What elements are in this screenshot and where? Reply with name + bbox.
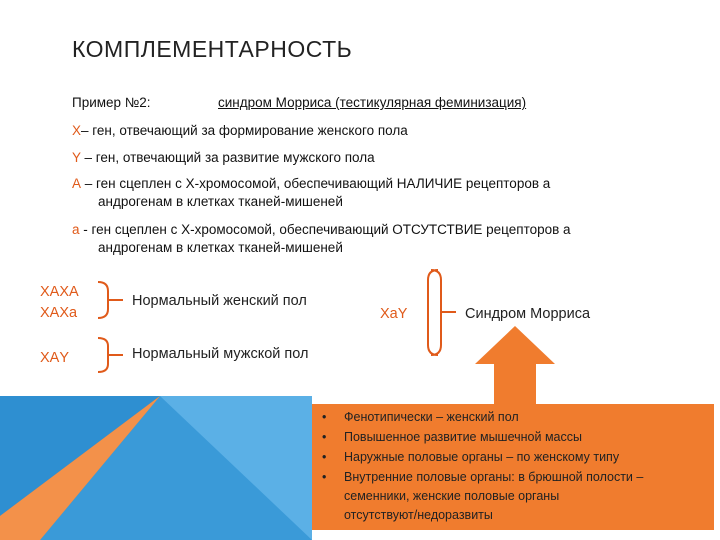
symptom-item: Фенотипически – женский пол (344, 410, 519, 424)
gene-a-continuation: андрогенам в клетках тканей-мишеней (98, 240, 343, 255)
bracket-female (98, 282, 108, 318)
symptom-item: Наружные половые органы – по женскому типу (344, 450, 620, 464)
bracket-morris-right (431, 270, 441, 355)
example-name: синдром Морриса (тестикулярная феминизация) (218, 95, 527, 110)
gene-description: – ген, отвечающий за формирование женского пола (81, 123, 408, 138)
gene-symbol: Х (72, 123, 82, 138)
bracket-male (98, 338, 108, 372)
female-result: Нормальный женский пол (132, 293, 307, 309)
symptom-item: Повышенное развитие мышечной массы (344, 430, 582, 444)
morris-result: Синдром Морриса (465, 306, 591, 322)
up-arrow-icon (475, 326, 555, 404)
gene-symbol: А (72, 176, 82, 191)
bullet-marker: • (322, 430, 327, 444)
gene-description: - ген сцеплен с Х-хромосомой, обеспечивающий ОТСУТСТВИЕ рецепторов а (79, 222, 571, 237)
gene-symbol: Y (72, 150, 81, 165)
gene-description: – ген, отвечающий за развитие мужского пола (80, 150, 375, 165)
slide-title: КОМПЛЕМЕНТАРНОСТЬ (72, 36, 353, 62)
gene-symbol: а (72, 222, 80, 237)
genotype-male: ХАY (40, 350, 70, 366)
symptom-item-continuation: семенники, женские половые органы (344, 489, 560, 503)
genotype-female-2: ХАХа (40, 305, 78, 321)
symptom-item-continuation: отсутствуют/недоразвиты (344, 508, 493, 522)
bullet-marker: • (322, 450, 327, 464)
gene-A-continuation: андрогенам в клетках тканей-мишеней (98, 194, 343, 209)
bullet-marker: • (322, 470, 327, 484)
symptom-item: Внутренние половые органы: в брюшной полости – (344, 470, 644, 484)
genotype-female-1: ХАХА (40, 284, 79, 300)
example-label: Пример №2: (72, 95, 151, 110)
male-result: Нормальный мужской пол (132, 346, 309, 362)
bullet-marker: • (322, 410, 327, 424)
bracket-morris-left (428, 270, 438, 355)
gene-description: – ген сцеплен с Х-хромосомой, обеспечивающий НАЛИЧИЕ рецепторов а (81, 176, 551, 191)
genotype-morris: ХаY (380, 306, 408, 322)
